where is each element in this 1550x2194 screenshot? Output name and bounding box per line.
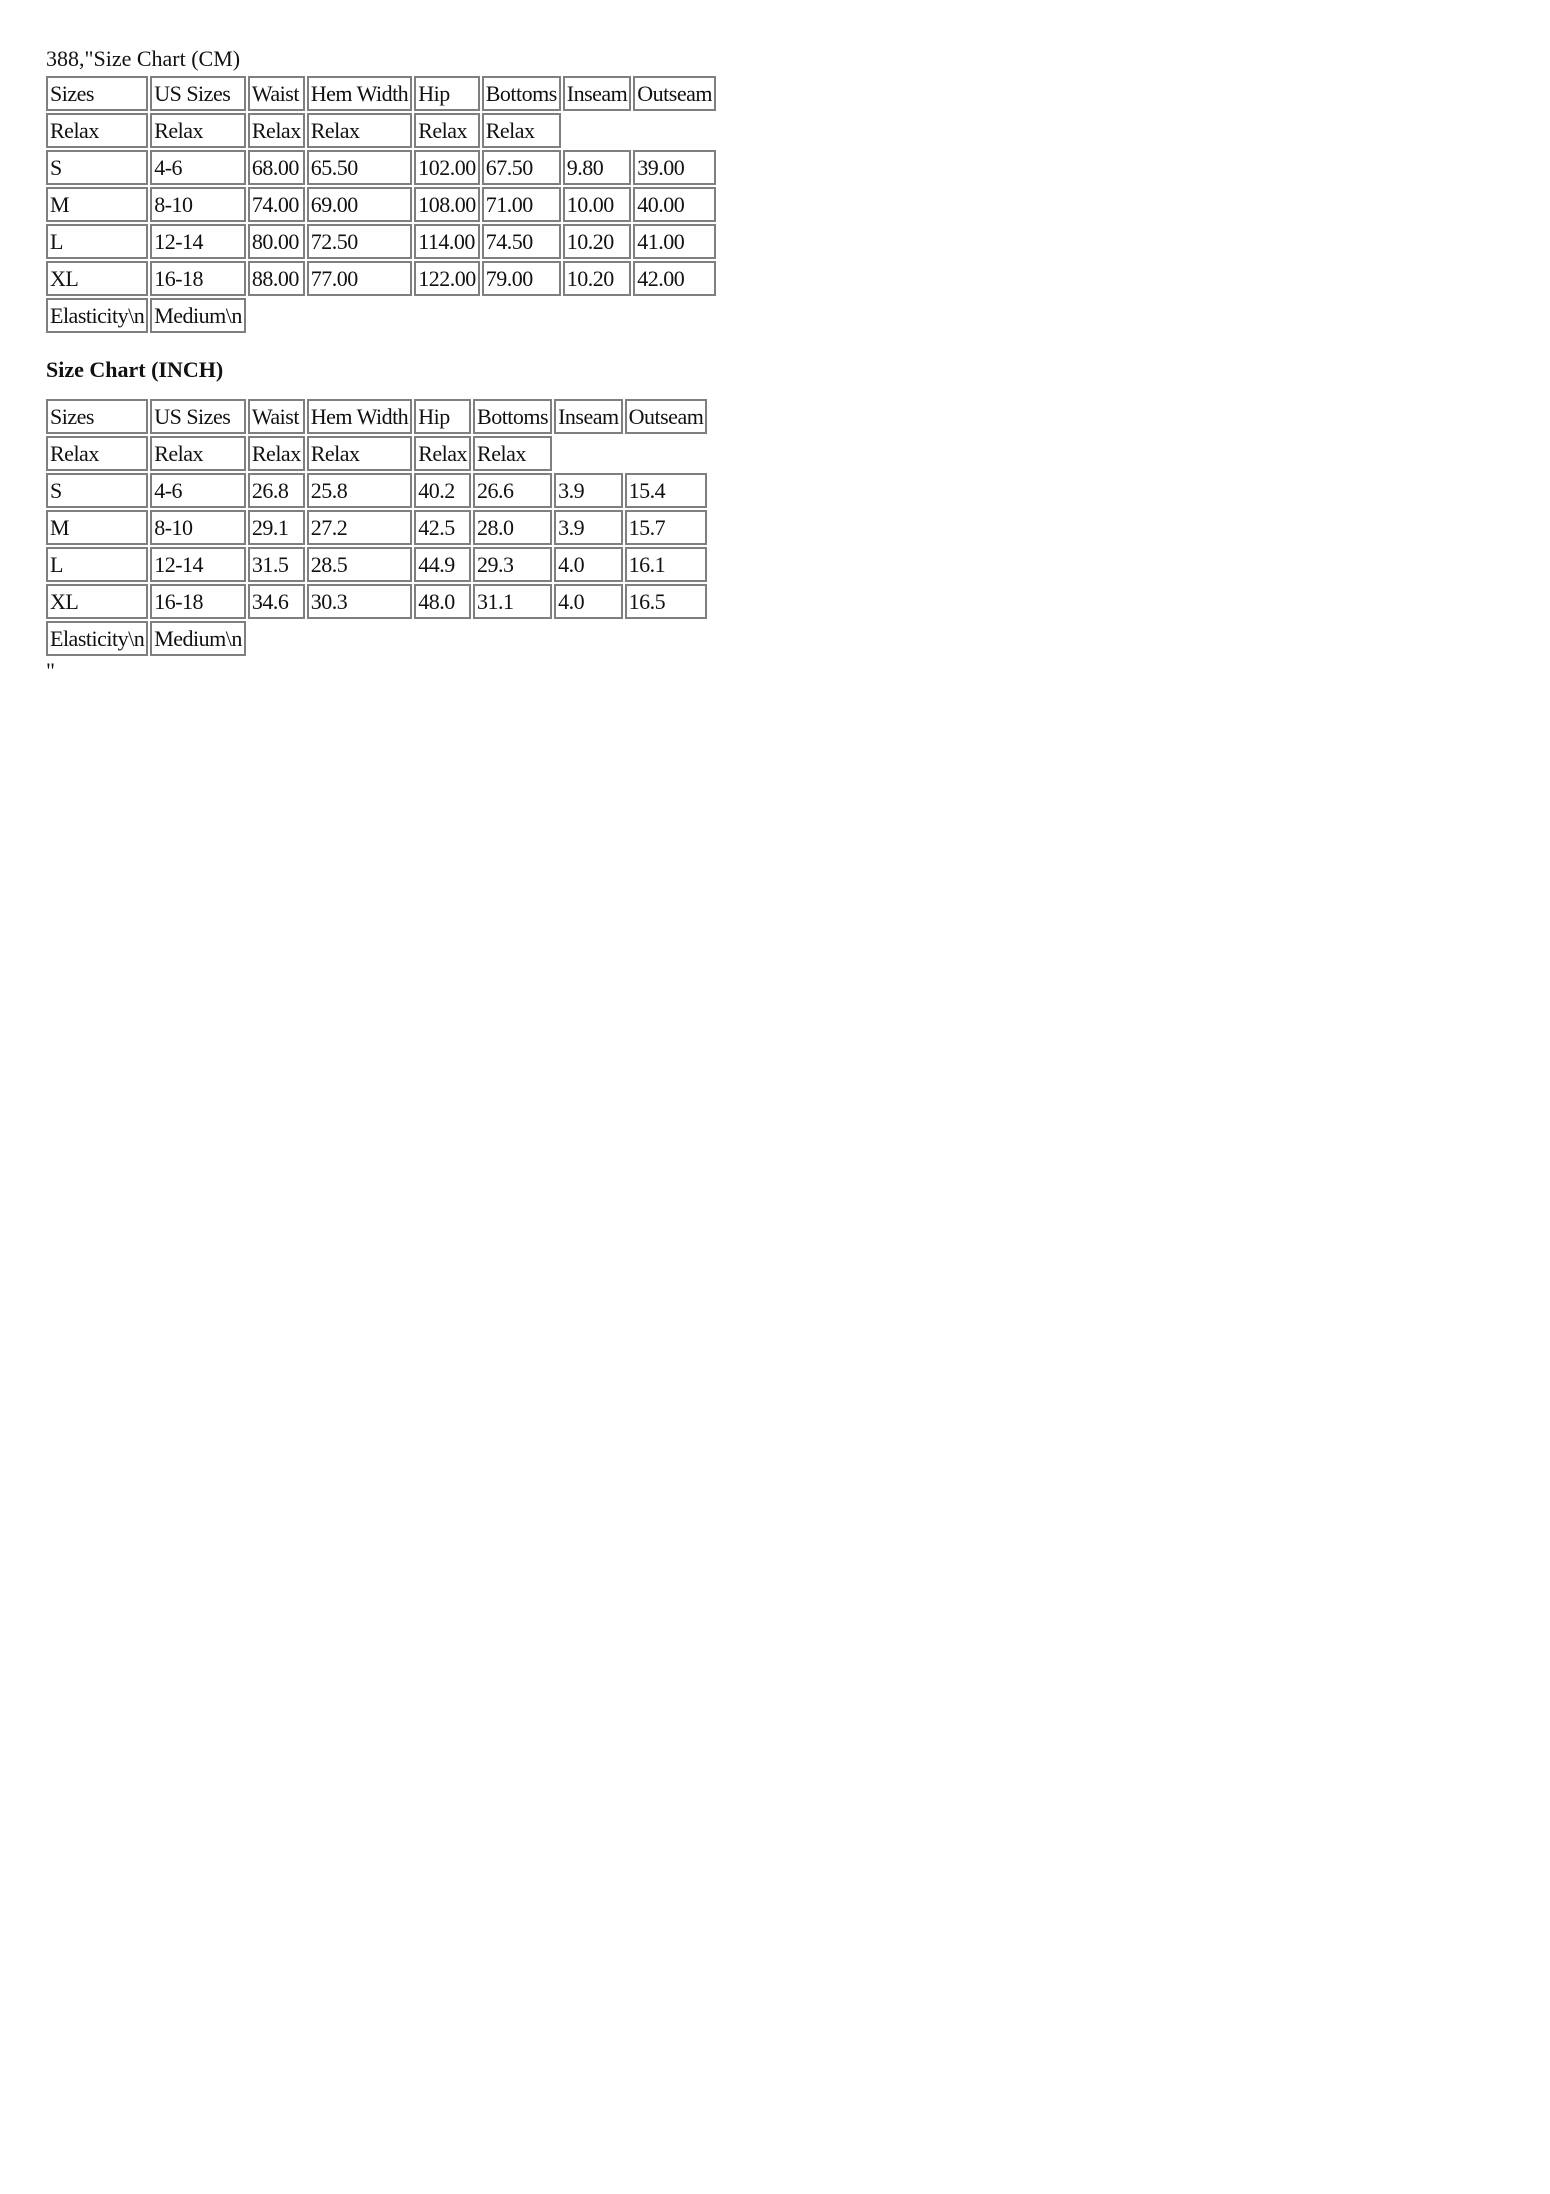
size-chart-inch-table xyxy=(44,397,709,658)
table-cell: 16-18 xyxy=(150,261,246,296)
table-cell: L xyxy=(46,224,148,259)
table-row xyxy=(46,584,707,619)
table-row xyxy=(46,473,707,508)
closing-quote: " xyxy=(46,658,55,683)
table-cell: Sizes xyxy=(46,76,148,111)
table-cell: 69.00 xyxy=(307,187,412,222)
table-cell: 3.9 xyxy=(554,510,623,545)
table-cell: 39.00 xyxy=(633,150,716,185)
table-cell: 40.2 xyxy=(414,473,471,508)
table-cell: Hip xyxy=(414,76,480,111)
table-cell: 28.5 xyxy=(307,547,412,582)
table-cell: 25.8 xyxy=(307,473,412,508)
table-cell: Relax xyxy=(248,113,305,148)
table-cell: 15.7 xyxy=(625,510,708,545)
table-cell: 102.00 xyxy=(414,150,480,185)
table-cell: Elasticity\n xyxy=(46,298,148,333)
table-cell: 67.50 xyxy=(482,150,561,185)
table-footer-row xyxy=(46,298,716,333)
table-cell: 42.5 xyxy=(414,510,471,545)
table-row xyxy=(46,224,716,259)
table-cell: 68.00 xyxy=(248,150,305,185)
table-cell: Inseam xyxy=(554,399,623,434)
size-chart-cm-table xyxy=(44,74,718,335)
table-cell: 4.0 xyxy=(554,584,623,619)
table-cell: 30.3 xyxy=(307,584,412,619)
table-cell: 10.20 xyxy=(563,224,632,259)
table-cell: 12-14 xyxy=(150,224,246,259)
table-cell: 79.00 xyxy=(482,261,561,296)
table-cell: 27.2 xyxy=(307,510,412,545)
size-chart-cm-body xyxy=(46,76,716,333)
table-row xyxy=(46,510,707,545)
empty-cell xyxy=(554,436,707,471)
table-cell: 71.00 xyxy=(482,187,561,222)
table-footer-row xyxy=(46,621,707,656)
table-cell: Relax xyxy=(482,113,561,148)
table-cell: M xyxy=(46,187,148,222)
table-cell: 74.00 xyxy=(248,187,305,222)
table-cell: 114.00 xyxy=(414,224,480,259)
table-cell: 15.4 xyxy=(625,473,708,508)
table-cell: Relax xyxy=(150,436,246,471)
table-cell: Waist xyxy=(248,399,305,434)
table-cell: Bottoms xyxy=(482,76,561,111)
table-cell: 8-10 xyxy=(150,510,246,545)
table-cell: S xyxy=(46,473,148,508)
table-cell: Outseam xyxy=(633,76,716,111)
table-cell: 4-6 xyxy=(150,473,246,508)
table-cell: 40.00 xyxy=(633,187,716,222)
table-cell: Hip xyxy=(414,399,471,434)
table-cell: 42.00 xyxy=(633,261,716,296)
table-cell: 41.00 xyxy=(633,224,716,259)
table-cell: 10.00 xyxy=(563,187,632,222)
table-cell: Relax xyxy=(46,113,148,148)
table-cell: 16.1 xyxy=(625,547,708,582)
empty-cell xyxy=(248,298,716,333)
table-relax-row xyxy=(46,113,716,148)
table-cell: Relax xyxy=(150,113,246,148)
table-cell: 74.50 xyxy=(482,224,561,259)
table-cell: Hem Width xyxy=(307,399,412,434)
table-cell: Relax xyxy=(46,436,148,471)
table-cell: XL xyxy=(46,584,148,619)
table-cell: 29.1 xyxy=(248,510,305,545)
size-chart-inch-body xyxy=(46,399,707,656)
table-cell: Relax xyxy=(307,436,412,471)
table-cell: XL xyxy=(46,261,148,296)
table-cell: 122.00 xyxy=(414,261,480,296)
table-cell: 26.8 xyxy=(248,473,305,508)
table-cell: M xyxy=(46,510,148,545)
table-cell: 28.0 xyxy=(473,510,552,545)
empty-cell xyxy=(563,113,716,148)
table-cell: 4.0 xyxy=(554,547,623,582)
table-cell: 34.6 xyxy=(248,584,305,619)
table-cell: 10.20 xyxy=(563,261,632,296)
table-cell: 29.3 xyxy=(473,547,552,582)
table-cell: Relax xyxy=(473,436,552,471)
table-row xyxy=(46,261,716,296)
table-cell: 108.00 xyxy=(414,187,480,222)
document-page xyxy=(46,44,718,684)
table-cell: 31.1 xyxy=(473,584,552,619)
table-cell: S xyxy=(46,150,148,185)
table-cell: 80.00 xyxy=(248,224,305,259)
table-cell: Relax xyxy=(307,113,412,148)
table-cell: Elasticity\n xyxy=(46,621,148,656)
table-cell: 3.9 xyxy=(554,473,623,508)
table-cell: Inseam xyxy=(563,76,632,111)
table-cell: Medium\n xyxy=(150,621,246,656)
empty-cell xyxy=(248,621,707,656)
table-cell: L xyxy=(46,547,148,582)
size-chart-inch-heading: Size Chart (INCH) xyxy=(46,357,224,382)
table-cell: 12-14 xyxy=(150,547,246,582)
table-cell: Hem Width xyxy=(307,76,412,111)
table-cell: 77.00 xyxy=(307,261,412,296)
table-cell: Outseam xyxy=(625,399,708,434)
table-cell: US Sizes xyxy=(150,76,246,111)
document-prefix: 388,"Size Chart (CM) xyxy=(46,46,241,71)
table-cell: US Sizes xyxy=(150,399,246,434)
table-relax-row xyxy=(46,436,707,471)
table-row xyxy=(46,150,716,185)
table-cell: 26.6 xyxy=(473,473,552,508)
table-cell: 48.0 xyxy=(414,584,471,619)
table-cell: Bottoms xyxy=(473,399,552,434)
table-cell: Sizes xyxy=(46,399,148,434)
table-row xyxy=(46,547,707,582)
table-header-row xyxy=(46,76,716,111)
table-cell: 16.5 xyxy=(625,584,708,619)
table-cell: 88.00 xyxy=(248,261,305,296)
table-cell: Relax xyxy=(414,113,480,148)
table-cell: 31.5 xyxy=(248,547,305,582)
table-cell: Relax xyxy=(414,436,471,471)
table-cell: 4-6 xyxy=(150,150,246,185)
table-cell: 44.9 xyxy=(414,547,471,582)
table-cell: 72.50 xyxy=(307,224,412,259)
table-cell: 8-10 xyxy=(150,187,246,222)
table-header-row xyxy=(46,399,707,434)
table-cell: 65.50 xyxy=(307,150,412,185)
table-cell: 16-18 xyxy=(150,584,246,619)
table-cell: 9.80 xyxy=(563,150,632,185)
table-row xyxy=(46,187,716,222)
table-cell: Medium\n xyxy=(150,298,246,333)
table-cell: Relax xyxy=(248,436,305,471)
table-cell: Waist xyxy=(248,76,305,111)
